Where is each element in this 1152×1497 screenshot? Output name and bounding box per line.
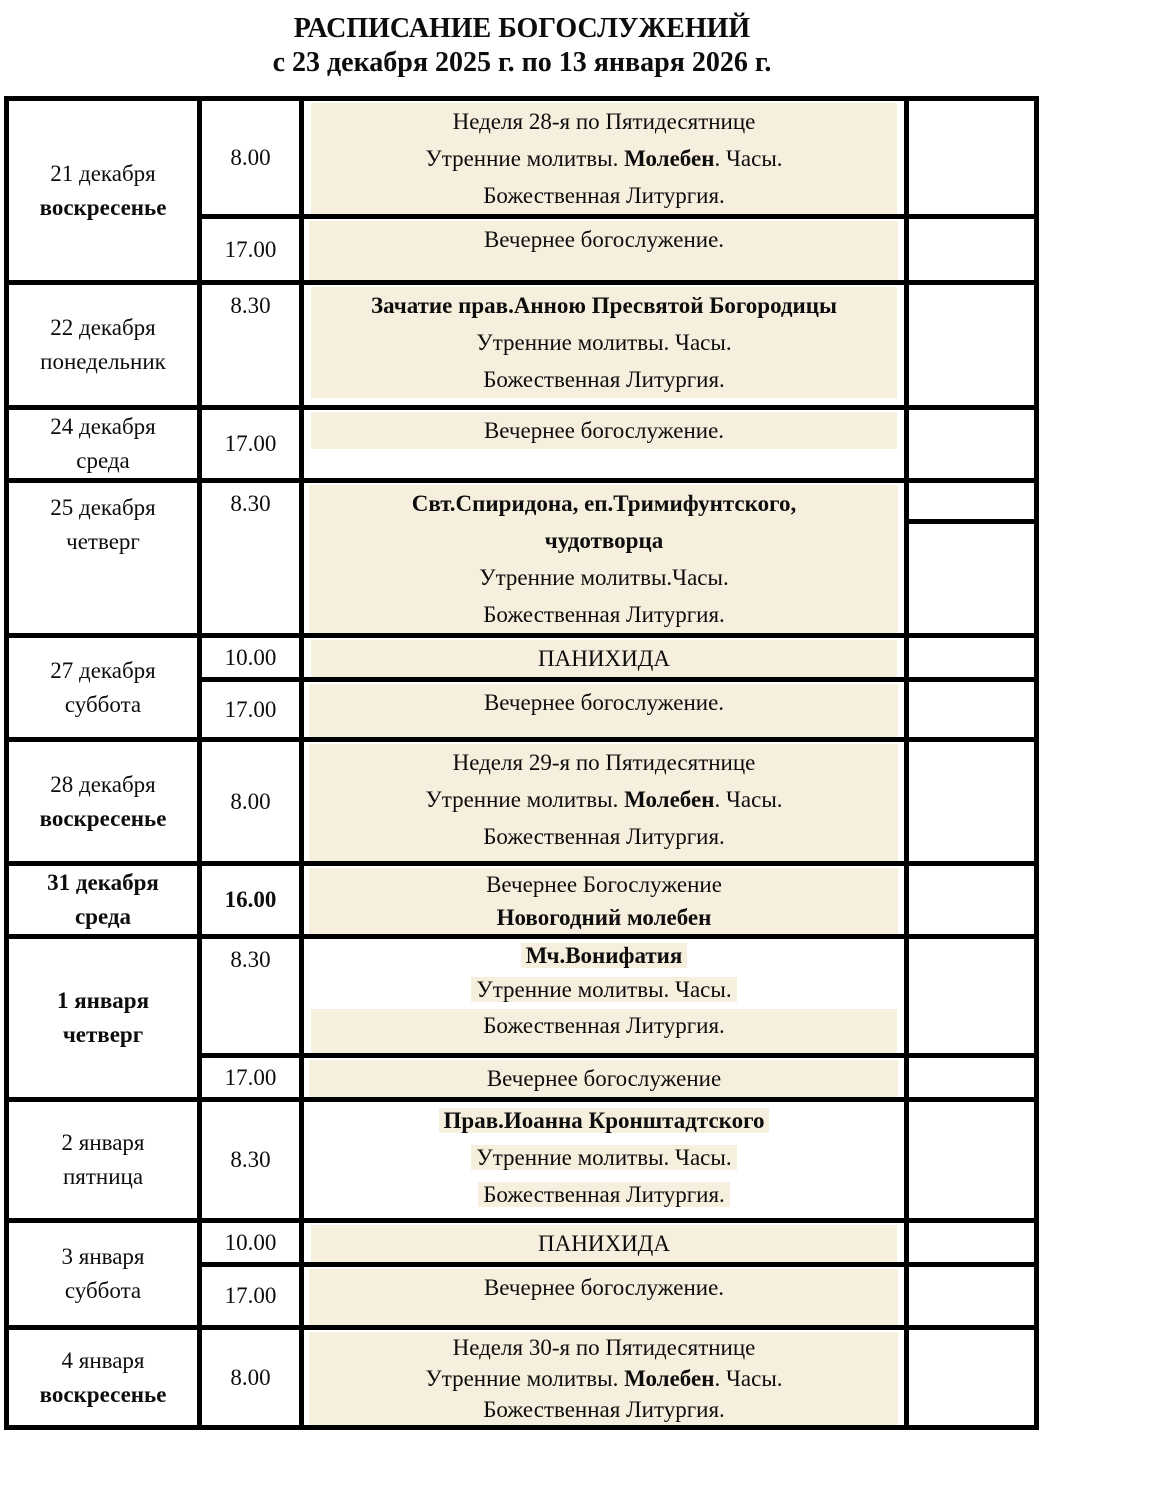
service-cell bbox=[302, 1328, 907, 1428]
service-line: Вечернее богослужение. bbox=[483, 1275, 725, 1300]
service-cell bbox=[302, 408, 907, 481]
service-cell bbox=[302, 636, 907, 680]
date-cell-dec31 bbox=[7, 864, 200, 937]
row-dec25-top bbox=[7, 481, 1037, 522]
day-label: воскресенье bbox=[39, 805, 167, 831]
date-label: 27 декабря bbox=[50, 657, 156, 683]
service-cell bbox=[302, 1056, 907, 1100]
service-line: Утренние молитвы. Часы. bbox=[304, 1139, 904, 1176]
service-line: Божественная Литургия. bbox=[483, 1013, 725, 1038]
day-label: четверг bbox=[66, 529, 140, 554]
row-jan1-morning bbox=[7, 937, 1037, 1056]
time-cell: 8.30 bbox=[200, 283, 302, 408]
service-line: Божественная Литургия. bbox=[304, 1176, 904, 1213]
time-cell: 8.30 bbox=[200, 481, 302, 636]
service-line: Вечернее богослужение. bbox=[483, 690, 725, 715]
date-cell-jan1 bbox=[7, 937, 200, 1100]
notes-cell bbox=[907, 937, 1037, 1056]
date-label: 2 января bbox=[61, 1130, 145, 1155]
service-line: Утренние молитвы. Молебен. Часы. bbox=[425, 787, 783, 812]
service-line: Божественная Литургия. bbox=[483, 1397, 725, 1422]
notes-cell bbox=[907, 481, 1037, 522]
service-cell bbox=[302, 99, 907, 217]
notes-cell bbox=[907, 1056, 1037, 1100]
notes-cell bbox=[907, 408, 1037, 481]
date-label: 3 января bbox=[61, 1244, 145, 1269]
date-cell-dec27 bbox=[7, 636, 200, 740]
day-label: среда bbox=[76, 448, 130, 473]
service-line: Божественная Литургия. bbox=[483, 183, 725, 208]
service-highlight bbox=[311, 1225, 897, 1262]
day-label: воскресенье bbox=[39, 1381, 167, 1407]
row-dec24 bbox=[7, 408, 1037, 481]
notes-cell bbox=[907, 521, 1037, 635]
service-line: чудотворца bbox=[544, 528, 664, 553]
notes-cell bbox=[907, 680, 1037, 740]
day-label: пятница bbox=[62, 1164, 144, 1189]
service-line: Свт.Спиридона, еп.Тримифунтского, bbox=[411, 491, 797, 516]
notes-cell bbox=[907, 1265, 1037, 1328]
time-cell: 16.00 bbox=[200, 864, 302, 937]
date-label: 31 декабря bbox=[47, 870, 159, 895]
time-cell: 8.00 bbox=[200, 740, 302, 864]
date-label: 28 декабря bbox=[50, 771, 156, 797]
notes-cell bbox=[907, 740, 1037, 864]
day-label: среда bbox=[74, 904, 132, 929]
time-cell: 8.00 bbox=[200, 99, 302, 217]
date-label: 25 декабря bbox=[50, 495, 156, 520]
row-jan4 bbox=[7, 1328, 1037, 1428]
time-cell: 17.00 bbox=[200, 680, 302, 740]
time-cell: 17.00 bbox=[200, 1056, 302, 1100]
time-cell: 10.00 bbox=[200, 1221, 302, 1265]
service-line: Утренние молитвы. Часы. bbox=[476, 330, 732, 355]
row-dec22 bbox=[7, 283, 1037, 408]
service-line: Утренние молитвы. Молебен. Часы. bbox=[425, 1366, 783, 1391]
date-cell-dec25 bbox=[7, 481, 200, 636]
service-highlight bbox=[311, 1009, 897, 1053]
page-subtitle: с 23 декабря 2025 г. по 13 января 2026 г. bbox=[272, 47, 772, 78]
time-cell: 17.00 bbox=[200, 408, 302, 481]
service-line: ПАНИХИДА bbox=[538, 1231, 670, 1256]
service-cell bbox=[302, 1265, 907, 1328]
day-label: четверг bbox=[62, 1022, 144, 1047]
time-cell: 8.30 bbox=[200, 937, 302, 1056]
service-cell bbox=[302, 1221, 907, 1265]
date-label: 24 декабря bbox=[50, 414, 156, 439]
date-label: 1 января bbox=[56, 988, 150, 1013]
service-highlight bbox=[311, 412, 897, 449]
service-cell bbox=[302, 481, 907, 636]
service-cell bbox=[302, 217, 907, 283]
service-line: Божественная Литургия. bbox=[483, 824, 725, 849]
row-dec31 bbox=[7, 864, 1037, 937]
service-cell bbox=[302, 740, 907, 864]
notes-cell bbox=[907, 1328, 1037, 1428]
day-label: воскресенье bbox=[39, 194, 167, 220]
day-label: суббота bbox=[64, 691, 142, 717]
date-label: 22 декабря bbox=[50, 315, 156, 340]
date-cell-dec28 bbox=[7, 740, 200, 864]
date-label: 21 декабря bbox=[50, 160, 156, 186]
service-highlight bbox=[311, 640, 897, 677]
row-jan2 bbox=[7, 1100, 1037, 1221]
service-line: Божественная Литургия. bbox=[483, 367, 725, 392]
service-line: Мч.Вонифатия bbox=[304, 939, 904, 973]
service-cell bbox=[302, 864, 907, 937]
day-label: понедельник bbox=[40, 349, 166, 374]
row-dec28 bbox=[7, 740, 1037, 864]
service-cell bbox=[302, 283, 907, 408]
service-line: Вечернее богослужение. bbox=[483, 227, 725, 252]
service-cell bbox=[302, 680, 907, 740]
service-line: Зачатие прав.Анною Пресвятой Богородицы bbox=[371, 293, 837, 318]
notes-cell bbox=[907, 1100, 1037, 1221]
notes-cell bbox=[907, 636, 1037, 680]
date-cell-dec24 bbox=[7, 408, 200, 481]
service-highlight bbox=[311, 287, 897, 398]
time-cell: 10.00 bbox=[200, 636, 302, 680]
service-line: Утренние молитвы.Часы. bbox=[479, 565, 729, 590]
time-cell: 17.00 bbox=[200, 217, 302, 283]
date-cell-jan3 bbox=[7, 1221, 200, 1328]
page-title: РАСПИСАНИЕ БОГОСЛУЖЕНИЙ bbox=[293, 13, 751, 44]
service-line: Неделя 30-я по Пятидесятнице bbox=[452, 1335, 756, 1360]
service-line: Вечернее Богослужение bbox=[486, 872, 722, 897]
row-jan3-pannikhida bbox=[7, 1221, 1037, 1265]
time-cell: 8.30 bbox=[200, 1100, 302, 1221]
notes-cell bbox=[907, 1221, 1037, 1265]
service-line: ПАНИХИДА bbox=[538, 646, 670, 671]
service-line: Вечернее богослужение bbox=[486, 1066, 722, 1091]
notes-cell bbox=[907, 217, 1037, 283]
service-line: Утренние молитвы. Молебен. Часы. bbox=[425, 146, 783, 171]
schedule-table bbox=[4, 96, 1039, 1430]
service-line: Утренние молитвы. Часы. bbox=[304, 973, 904, 1007]
service-cell bbox=[302, 1100, 907, 1221]
service-cell bbox=[302, 937, 907, 1056]
date-cell-dec22 bbox=[7, 283, 200, 408]
service-line: Прав.Иоанна Кронштадтского bbox=[304, 1102, 904, 1139]
service-line: Вечернее богослужение. bbox=[483, 418, 725, 443]
row-dec21-morning bbox=[7, 99, 1037, 217]
service-line: Неделя 29-я по Пятидесятнице bbox=[452, 750, 756, 775]
notes-cell bbox=[907, 283, 1037, 408]
service-line: Неделя 28-я по Пятидесятнице bbox=[452, 109, 756, 134]
date-cell-jan4 bbox=[7, 1328, 200, 1428]
day-label: суббота bbox=[64, 1278, 142, 1303]
notes-cell bbox=[907, 99, 1037, 217]
notes-cell bbox=[907, 864, 1037, 937]
time-cell: 8.00 bbox=[200, 1328, 302, 1428]
page-header bbox=[6, 12, 1038, 80]
service-line: Новогодний молебен bbox=[496, 905, 712, 930]
date-label: 4 января bbox=[61, 1347, 145, 1373]
service-highlight bbox=[311, 103, 897, 214]
date-cell-dec21 bbox=[7, 99, 200, 283]
date-cell-jan2 bbox=[7, 1100, 200, 1221]
time-cell: 17.00 bbox=[200, 1265, 302, 1328]
row-dec27-pannikhida bbox=[7, 636, 1037, 680]
service-line: Божественная Литургия. bbox=[483, 602, 725, 627]
